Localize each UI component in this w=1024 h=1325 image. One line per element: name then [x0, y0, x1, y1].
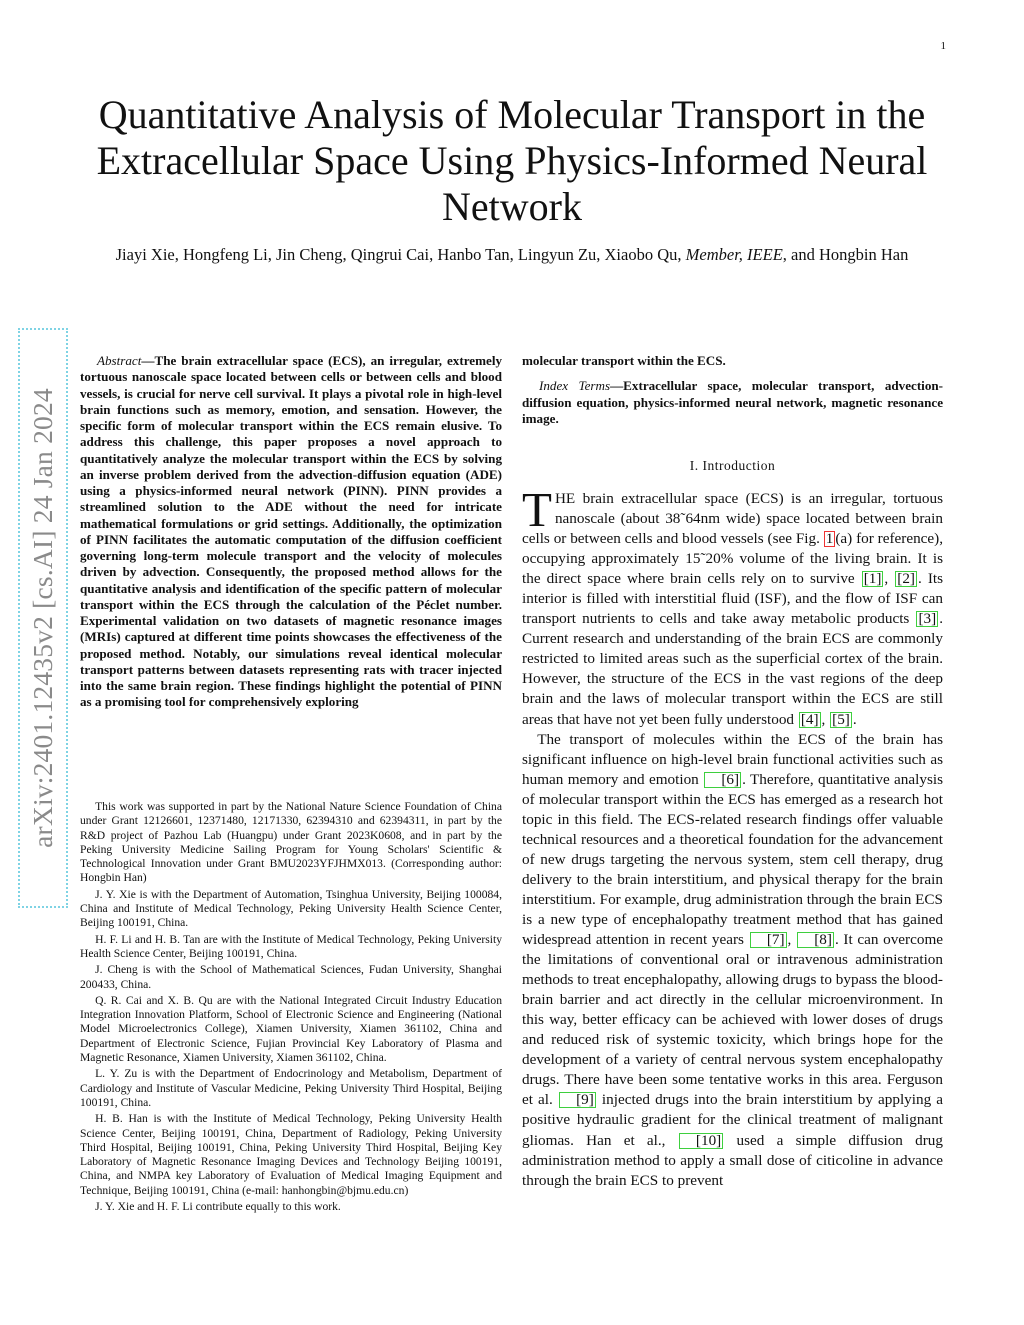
citation-link[interactable]: [5] [832, 710, 850, 728]
arxiv-identifier-stamp[interactable] [18, 328, 68, 908]
right-column [522, 353, 943, 1191]
left-column [80, 353, 502, 711]
citation-link[interactable]: [1] [863, 570, 882, 588]
footnote-equal-contribution: J. Y. Xie and H. F. Li contribute equally to this work. [95, 1200, 341, 1214]
drop-cap: T [522, 482, 552, 537]
footnotes [80, 800, 502, 1216]
arxiv-identifier-text: arXiv:2401.12435v2 [cs.AI] 24 Jan 2024 [27, 388, 58, 848]
index-terms-label: Index Terms [539, 378, 611, 394]
abstract-text: —The brain extracellular space (ECS), an irregular, extremely tortuous nanoscale space located between cells or between cells and blood vessels, is crucial for nerve cell survival. It plays a pivotal role in high-level brain functions such as memory, emotion, and sensation. However, the specific form of molecular transport within the ECS remain elusive. To address this challenge, this paper proposes a novel approach to quantitatively analyze the molecular transport within the ECS by solving an inverse problem derived from the advection-diffusion equation (ADE) using a physics-informed neural network (PINN). PINN provides a streamlined solution to the ADE without the need for intricate mathematical formulations or grid settings. Additionally, the optimization of PINN facilitates the automatic computation of the diffusion coefficient governing long-term molecule transport and the velocity of molecules driven by advection. Consequently, the proposed method allows for the quantitative analysis and identification of the specific pattern of molecular transport within the ECS through the calculation of the Péclet number. Experimental validation on two datasets of magnetic resonance images (MRIs) captured at different time points showcases the effectiveness of the proposed method. Notably, our simulations reveal identical molecular transport patterns between datasets representing rats with tracer injected into the same brain region. These findings highlight the potential of PINN as a promising tool for comprehensively exploring [80, 353, 502, 710]
intro-paragraph-1: THE brain extracellular space (ECS) is an irregular, tortuous nanoscale (about 38˜64nm wide) space located between brain cells or between cells and blood vessels (see Fig. 1 (a) for reference), occupying approximately 15˜20% volume of the living brain. It is the direct space where brain cells rely on to survive [1] , [2] . Its interior is filled with interstitial fluid (ISF), and the flow of ISF can transport nutrients to cells and take away metabolic products [3] . Current research and understanding of the brain ECS are commonly restricted to limited areas such as the superficial cortex of the brain. However, the structure of the ECS in the vast regions of the deep brain and the laws of molecular transport within the ECS are still areas that have not yet been fully understood [4] , [5] . [522, 482, 944, 728]
index-terms [522, 378, 943, 427]
citation-link[interactable]: [4] [800, 710, 819, 728]
citation-link[interactable]: [9] [559, 1092, 596, 1108]
citation-link[interactable]: [8] [797, 932, 834, 948]
footnote-affiliation: H. B. Han is with the Institute of Medical Technology, Peking University Health Science Center, Beijing 100191, China, Department of Radiology, Peking University Third Hospital, Beijing 100191, China, Peking University Third Hospital, Beijing Key Laboratory of Magnetic Resonance Imaging Devices and Technology Beijing 100191, China, and NMPA key Laboratory of Evaluation of Medical Imaging Equipment and Technique, Beijing 100191, China (e-mail: hanhongbin@bjmu.edu.cn) [80, 1112, 502, 1197]
footnote-affiliation: H. F. Li and H. B. Tan are with the Institute of Medical Technology, Peking University Health Science Center, Beijing 100191, China. [80, 932, 502, 960]
section-heading-introduction: I. Introduction [689, 458, 776, 473]
paper-title: Quantitative Analysis of Molecular Transport in the Extracellular Space Using Physics-Informed Neural Network [96, 92, 928, 229]
figure-link[interactable]: 1 [825, 530, 834, 548]
author-membership: Member, IEEE [685, 245, 783, 264]
citation-link[interactable]: [7] [750, 932, 787, 948]
citation-link[interactable]: [2] [897, 570, 915, 588]
index-terms-text: —Extracellular space, molecular transport, advection-diffusion equation, physics-informed neural network, magnetic resonance image. [522, 378, 944, 426]
abstract-label: Abstract [97, 353, 142, 368]
abstract [80, 353, 502, 711]
citation-link[interactable]: [3] [918, 610, 937, 628]
page-number: 1 [940, 40, 946, 52]
citation-link[interactable]: [6] [704, 772, 741, 788]
author-list [80, 243, 944, 266]
footnote-affiliation: J. Cheng is with the School of Mathematical Sciences, Fudan University, Shanghai 200433, China. [80, 963, 502, 991]
footnote-affiliation: L. Y. Zu is with the Department of Endocrinology and Metabolism, Department of Cardiology and Institute of Vascular Medicine, Peking University Third Hospital, Beijing 100191, China. [80, 1067, 502, 1109]
abstract-continuation: molecular transport within the ECS. [522, 353, 726, 368]
footnote-funding: This work was supported in part by the National Nature Science Foundation of China under Grant 12126601, 12371480, 12171330, 62394310 and 62394311, in part by the R&D project of Pazhou Lab (Huangpu) under Grant 2023K0608, and in part by the Peking University Medicine Sailing Program for Young Scholars' Scientific & Technological Innovation under Grant BMU2023YFJHMX013. (Corresponding author: Hongbin Han) [80, 800, 502, 885]
footnote-affiliation: J. Y. Xie is with the Department of Automation, Tsinghua University, Beijing 100084, China and Institute of Medical Technology, Peking University Health Science Center, Beijing 100191, China. [80, 887, 502, 930]
intro-paragraph-2: The transport of molecules within the ECS of the brain has significant influence on high-level brain functional activities such as human memory and emotion [6] . Therefore, quantitative analysis of molecular transport within the ECS has emerged as a research hot topic in this field. The ECS-related research findings offer valuable technical resources and a theoretical foundation for the advancement of new drugs targeting the nervous system, stem cell therapy, drug delivery to the brain interstitium, and physical therapy for the brain interstitium. For example, drug administration through the brain ECS is a new type of encephalopathy treatment method that has gained widespread attention in recent years [7] , [8] . It can overcome the limitations of conventional oral or intravenous administration methods to treat encephalopathy, allowing drugs to bypass the blood-brain barrier and act directly in the cellular microenvironment. In this way, better efficacy can be achieved with lower doses of drugs and reduced risk of systemic toxicity, which brings hope for the development of a variety of central nervous system encephalopathy drugs. There have been some tentative works in this area. Ferguson et al. [9] injected drugs into the brain interstitium by applying a positive hydraulic gradient for the clinical treatment of malignant gliomas. Han et al., [10] used a simple diffusion drug administration method to apply a small dose of citicoline in advance through the brain ECS to prevent [522, 730, 944, 1189]
citation-link[interactable]: [10] [679, 1133, 724, 1149]
author-names: Jiayi Xie, Hongfeng Li, Jin Cheng, Qingrui Cai, Hanbo Tan, Lingyun Zu, Xiaobo Qu, [115, 245, 682, 264]
footnote-affiliation: Q. R. Cai and X. B. Qu are with the National Integrated Circuit Industry Education Integration Innovation Platform, School of Electronic Science and Engineering (National Model Microelectronics College), Xiamen University, Xiamen 361102, China and Department of Electronic Science, Fujian Provincial Key Laboratory of Plasma and Magnetic Resonance, Xiamen University, Xiamen 361102, China. [80, 993, 502, 1065]
author-names-last: , and Hongbin Han [782, 245, 909, 264]
